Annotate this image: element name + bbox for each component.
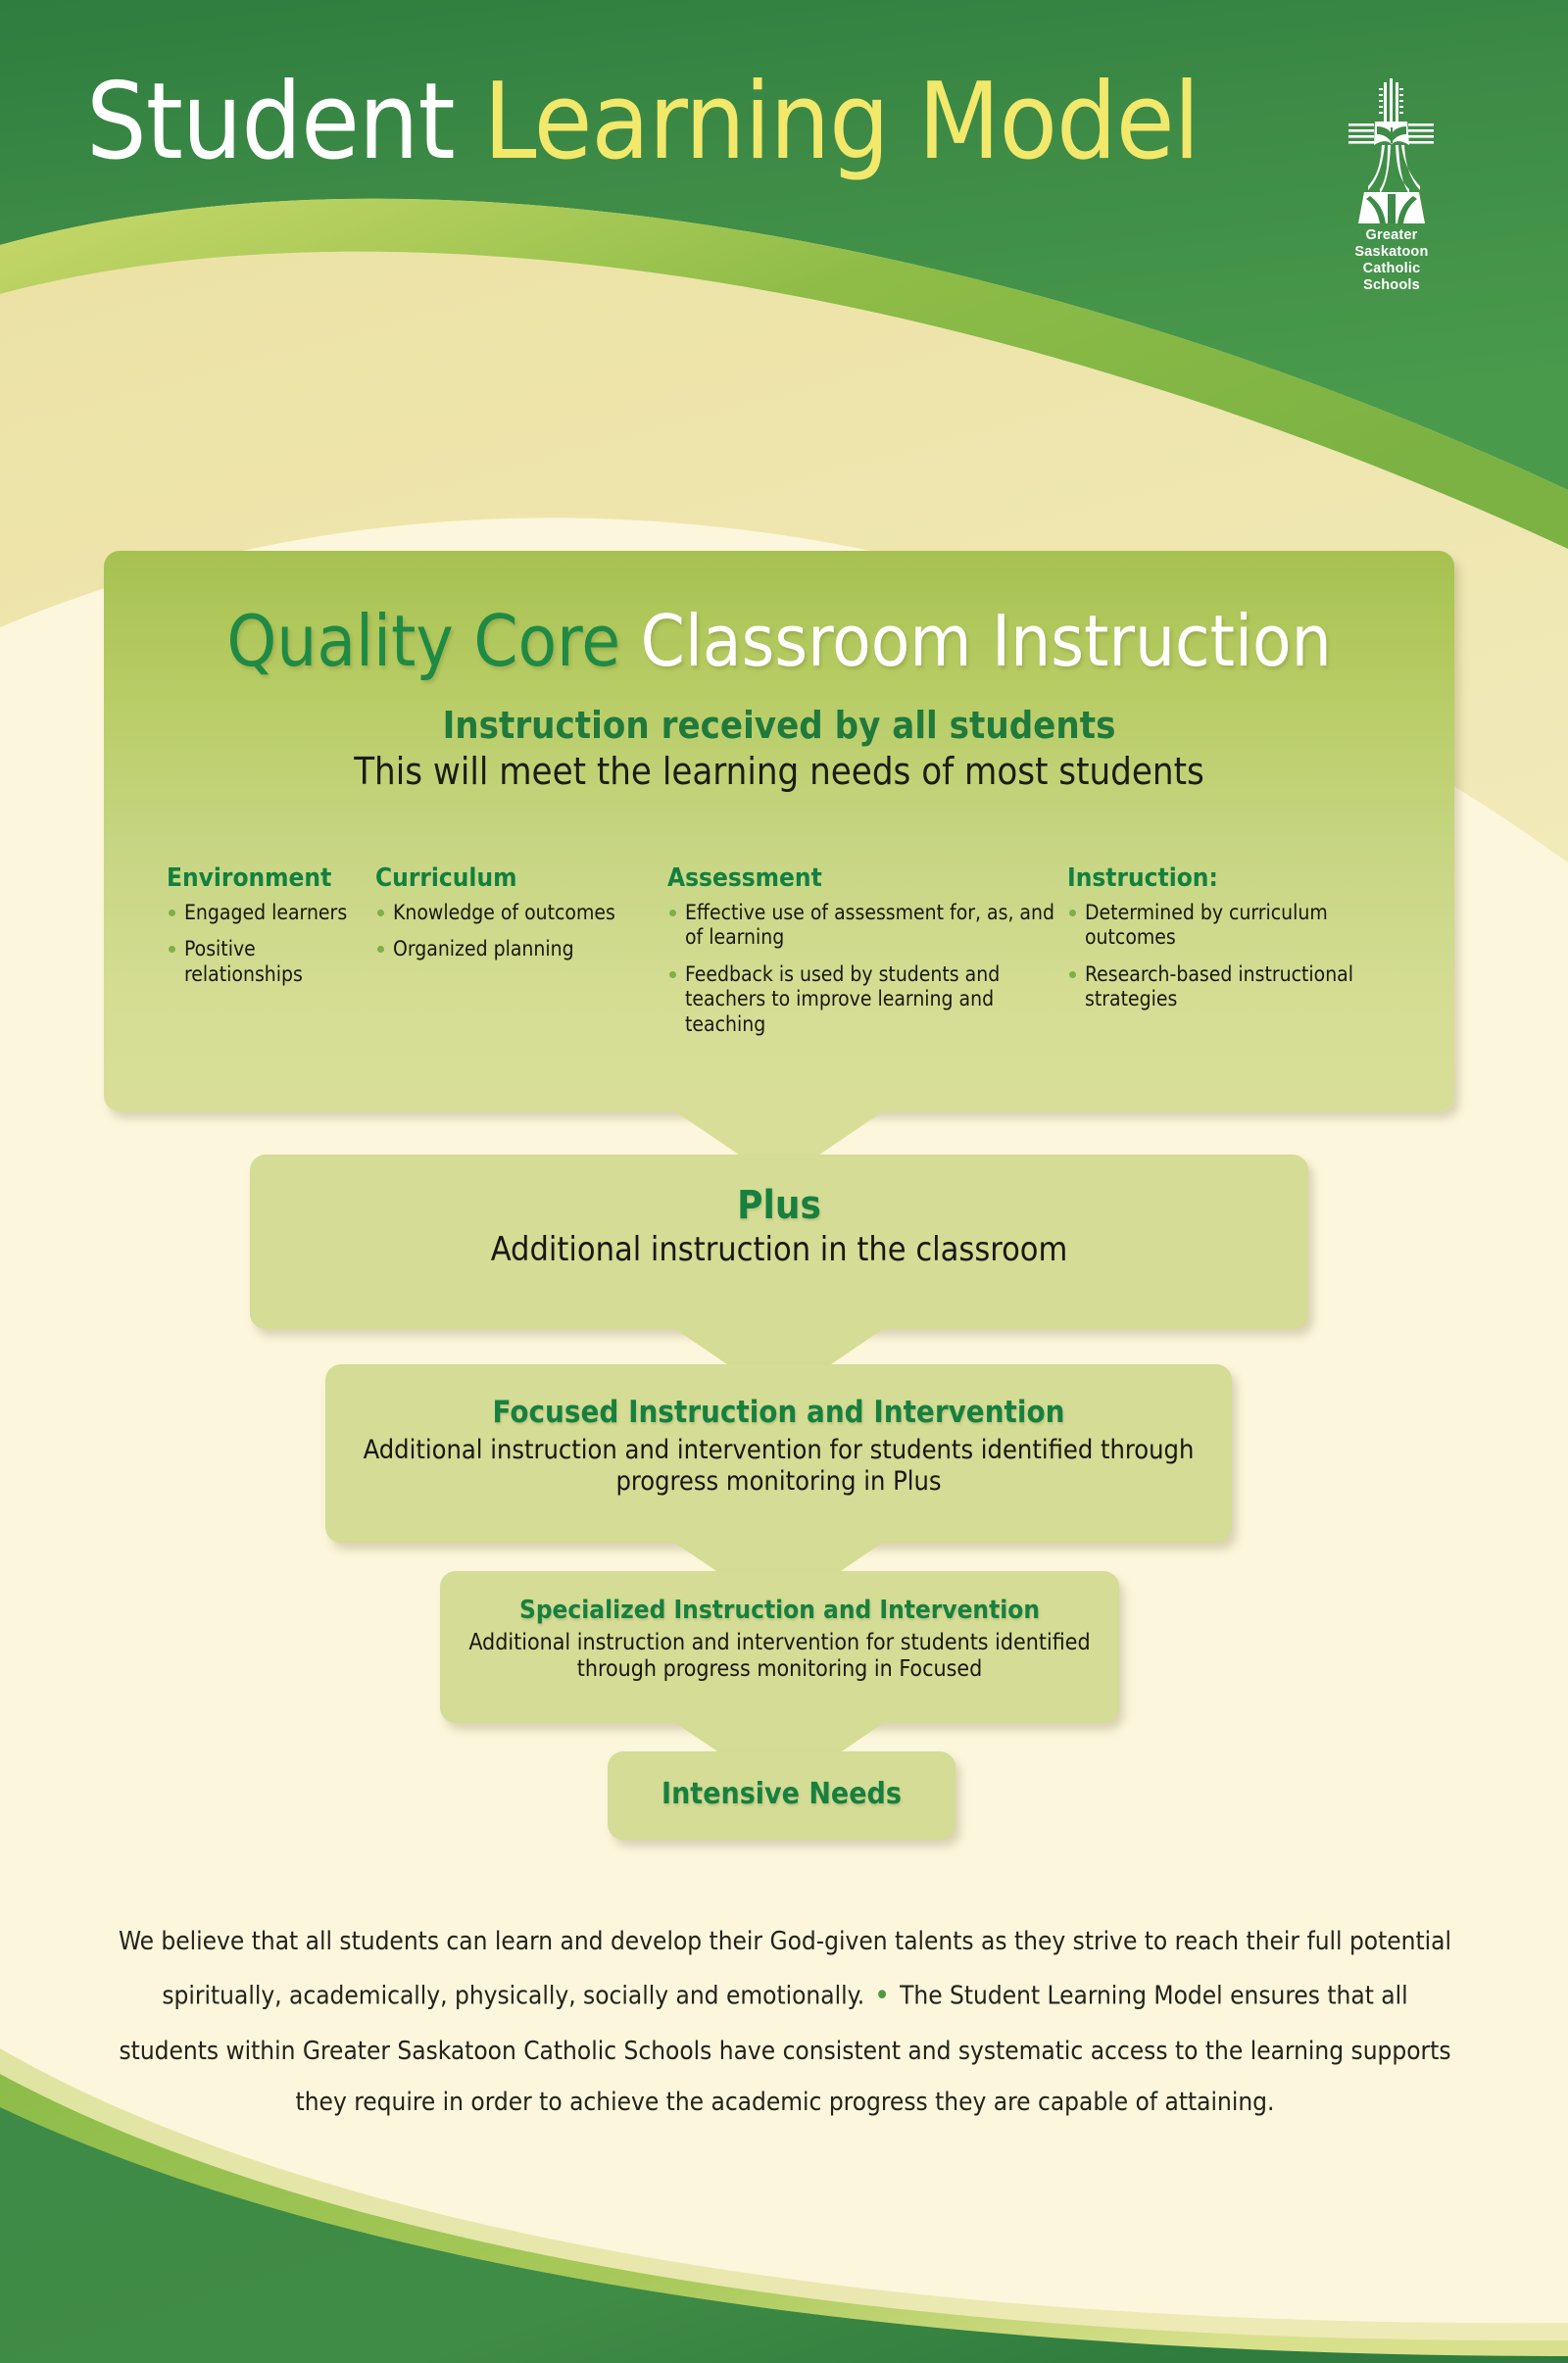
core-title-rest: Classroom Instruction — [640, 600, 1332, 682]
logo — [1328, 76, 1455, 294]
logo-line-4: Schools — [1363, 277, 1420, 294]
tier-card-focused — [325, 1364, 1232, 1543]
pillar-list — [1067, 901, 1400, 1012]
bullet-separator-icon: • — [874, 1979, 891, 2013]
tier-card-specialized — [440, 1571, 1119, 1723]
pillar-heading: Assessment — [667, 863, 822, 893]
list-item: Research-based instructional strategies — [1067, 962, 1400, 1012]
belief-statement-sentence-1: We believe that all students can learn and develop their God-given talents as they strive to reach their full potential spiritually, academically, physically, socially and emotionally. — [118, 1927, 1452, 2011]
tier-card-quality-core — [104, 551, 1454, 1111]
page-title-part1: Student — [86, 61, 455, 183]
core-subtitle-plain: This will meet the learning needs of most students — [354, 749, 1204, 793]
pillar-heading: Environment — [167, 863, 332, 893]
list-item: Organized planning — [375, 937, 660, 962]
pillar-heading: Instruction: — [1067, 863, 1218, 893]
core-card-title — [104, 600, 1454, 682]
pillar-list — [167, 901, 368, 988]
tier-heading: Focused Instruction and Intervention — [492, 1395, 1065, 1430]
tier-heading: Plus — [737, 1183, 821, 1228]
poster-header — [0, 0, 1568, 323]
list-item: Knowledge of outcomes — [375, 901, 660, 926]
wheat-cross-book-icon — [1345, 76, 1439, 223]
pillar-list — [375, 901, 660, 962]
logo-line-1: Greater — [1365, 227, 1418, 243]
list-item: Feedback is used by students and teachers to improve learning and teaching — [667, 962, 1059, 1038]
core-pillars — [167, 864, 1415, 1050]
pillar-heading: Curriculum — [375, 863, 517, 893]
tier-heading: Specialized Instruction and Intervention — [518, 1596, 1041, 1625]
belief-statement — [113, 1916, 1457, 2128]
page-title — [86, 61, 1200, 183]
logo-wordmark — [1328, 227, 1455, 294]
tier-card-plus — [250, 1155, 1308, 1329]
core-title-highlight: Quality Core — [226, 600, 621, 682]
list-item: Determined by curriculum outcomes — [1067, 901, 1400, 951]
logo-line-2: Saskatoon — [1354, 244, 1429, 261]
tier-card-intensive-needs — [608, 1751, 956, 1840]
logo-line-3: Catholic — [1362, 261, 1421, 277]
core-subtitle-bold: Instruction received by all students — [442, 704, 1116, 747]
pillar-assessment — [667, 864, 1067, 1050]
belief-statement-sentence-2: The Student Learning Model ensures that all students within Greater Saskatoon Catholic Schools have consistent and systematic access to the learning supports they require in order to achieve the academic progress they are capable of attaining. — [119, 1981, 1451, 2117]
tier-body: Additional instruction in the classroom — [490, 1229, 1068, 1269]
tier-body: Additional instruction and intervention for students identified through progress monitoring in Focused — [468, 1630, 1091, 1683]
list-item: Positive relationships — [167, 937, 368, 987]
pillar-curriculum — [375, 864, 667, 1050]
pillar-instruction — [1067, 864, 1408, 1050]
pillar-list — [667, 901, 1059, 1038]
tier-body: Additional instruction and intervention for students identified through progress monitoring in Plus — [363, 1434, 1195, 1497]
page-title-part2: Learning Model — [483, 61, 1200, 183]
tier-heading: Intensive Needs — [662, 1777, 902, 1811]
list-item: Effective use of assessment for, as, and of learning — [667, 901, 1059, 951]
list-item: Engaged learners — [167, 901, 368, 926]
pillar-environment — [167, 864, 375, 1050]
